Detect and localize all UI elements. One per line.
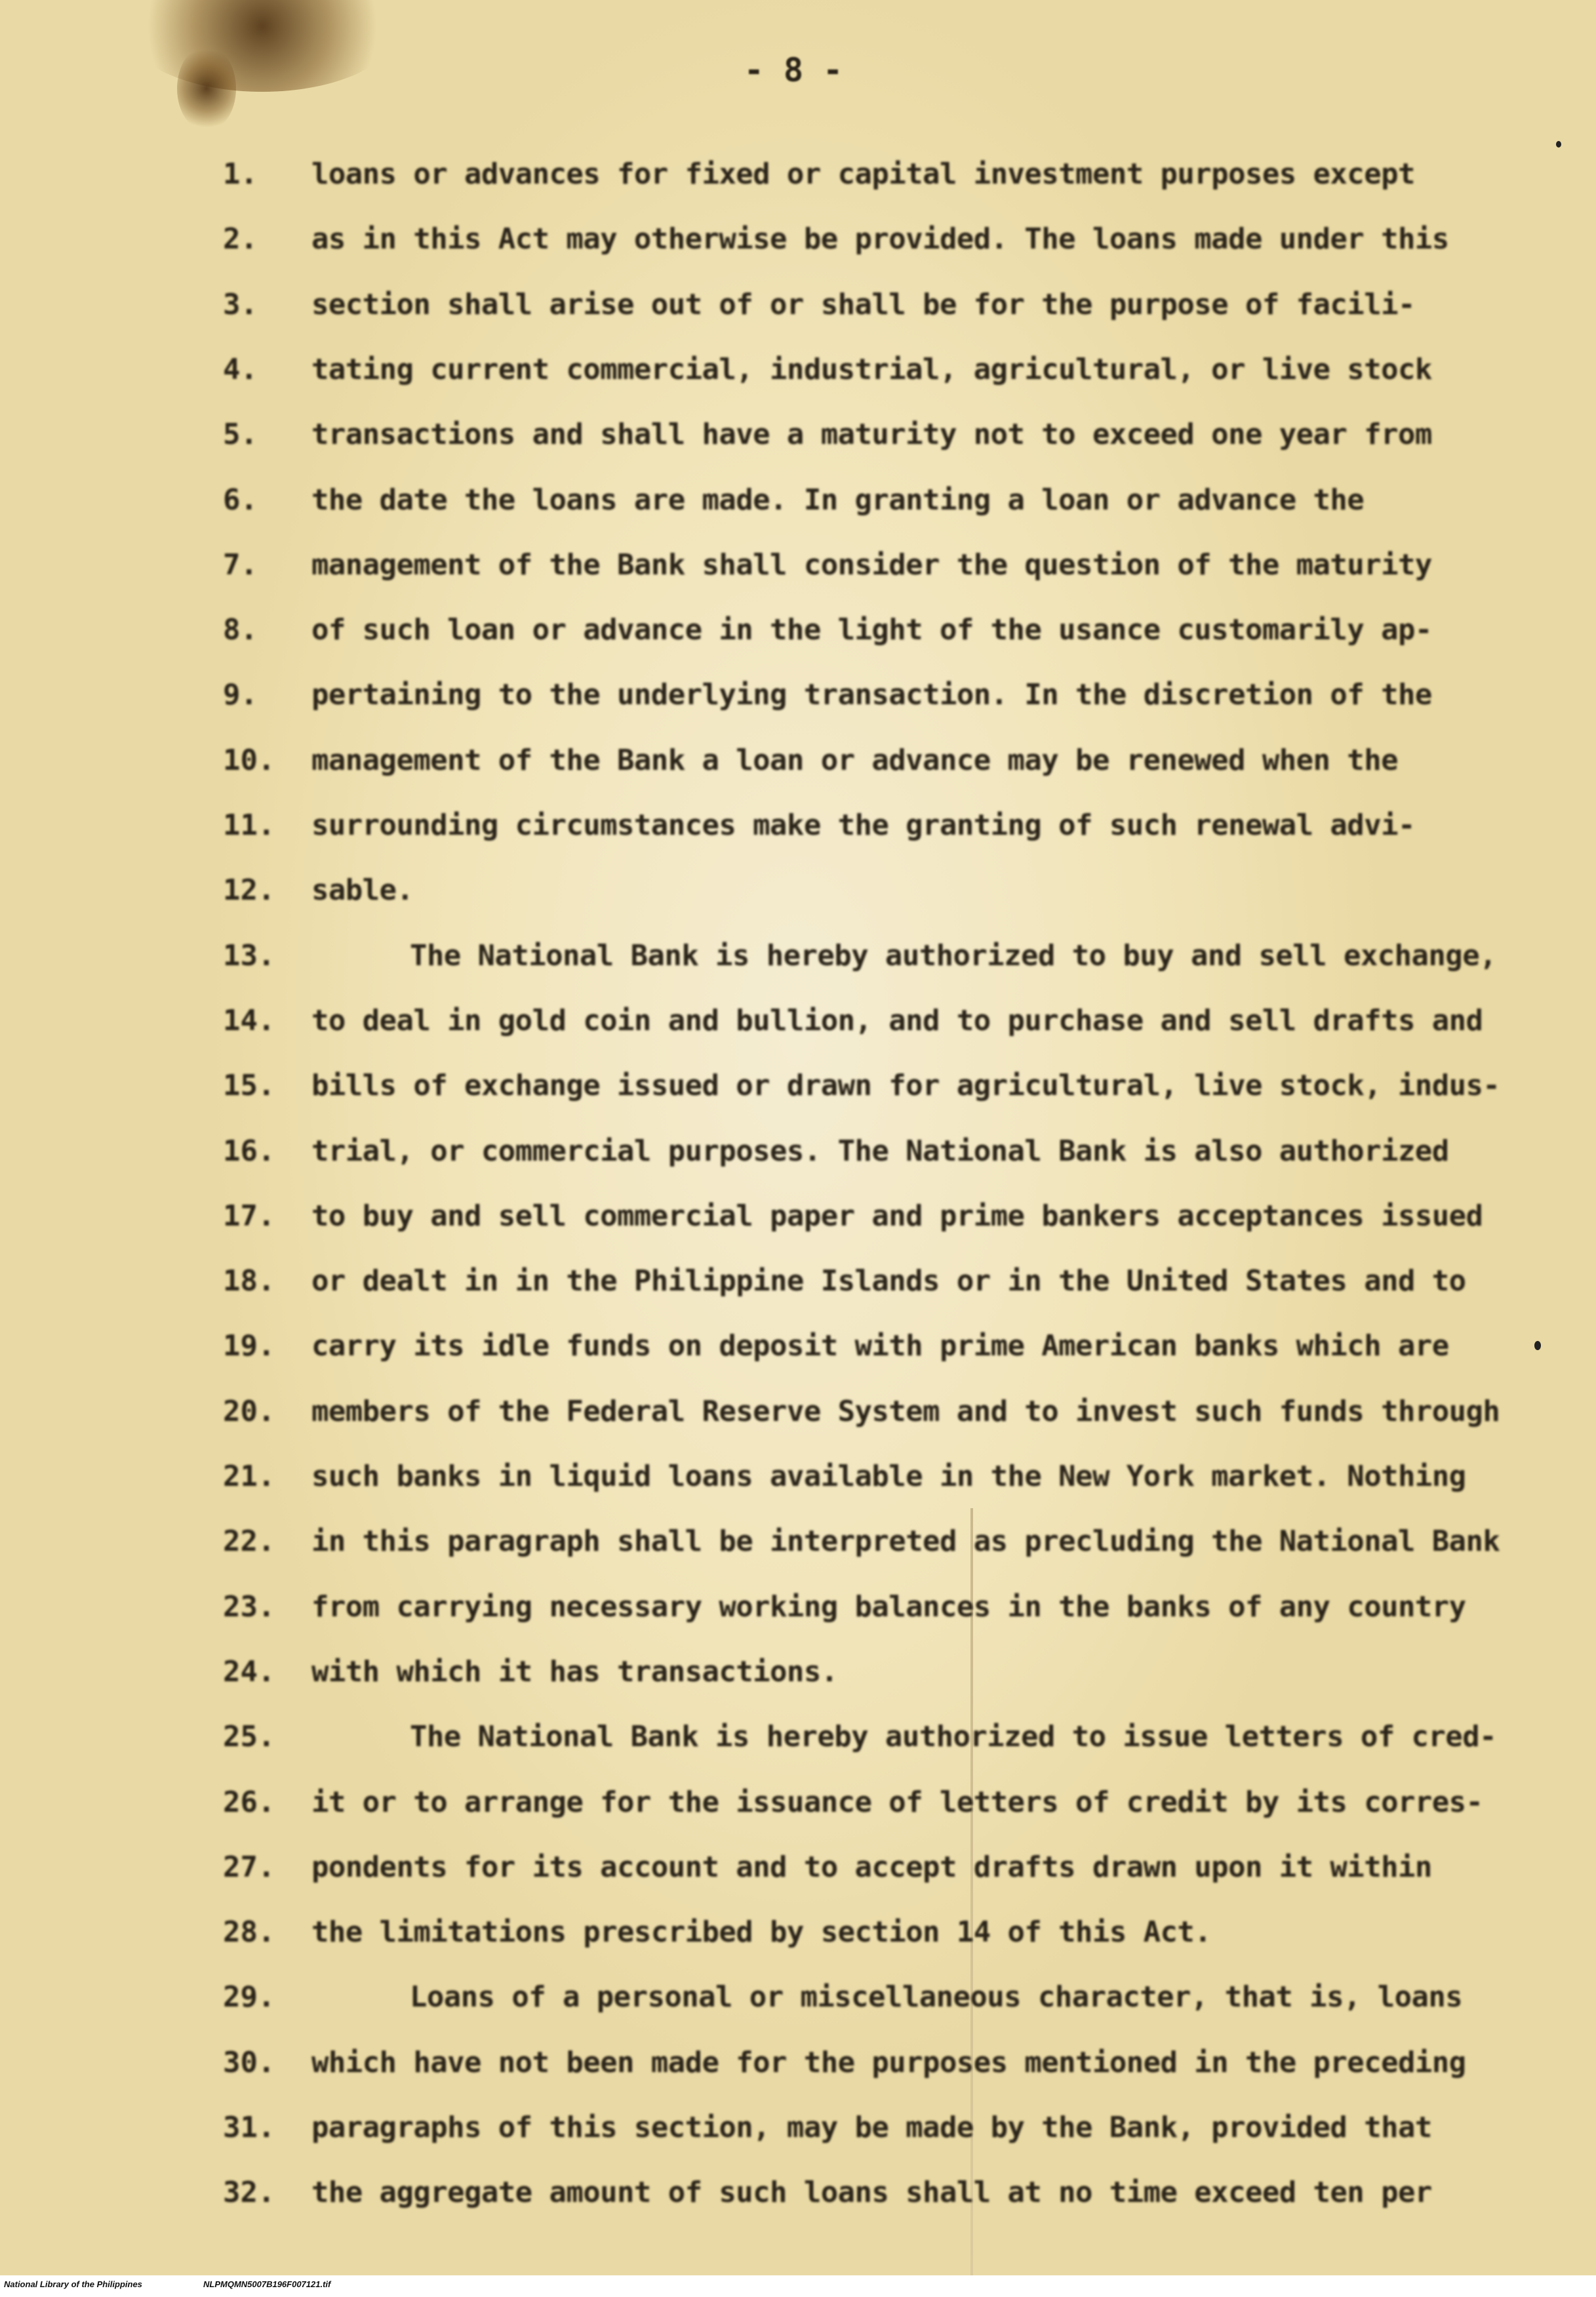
line-text: as in this Act may otherwise be provided. The loans made under this [311, 222, 1449, 256]
line-number: 24. [223, 1655, 275, 1688]
line-text: in this paragraph shall be interpreted as precluding the National Bank [311, 1525, 1500, 1558]
line-text: from carrying necessary working balances in the banks of any country [311, 1590, 1466, 1624]
line-text: pondents for its account and to accept drafts drawn upon it within [311, 1850, 1432, 1884]
line-number: 26. [223, 1786, 275, 1819]
line-number: 28. [223, 1915, 275, 1949]
footer-file-id: NLPMQMN5007B196F007121.tif [203, 2279, 331, 2289]
line-text: pertaining to the underlying transaction. In the discretion of the [311, 678, 1432, 711]
line-text: trial, or commercial purposes. The National Bank is also authorized [311, 1134, 1449, 1168]
line-text: bills of exchange issued or drawn for agricultural, live stock, indus- [311, 1069, 1500, 1102]
line-number: 21. [223, 1460, 275, 1493]
line-text: which have not been made for the purposes mentioned in the preceding [311, 2046, 1466, 2079]
line-text: carry its idle funds on deposit with prime American banks which are [311, 1329, 1449, 1363]
line-number: 3. [223, 288, 258, 321]
ink-speck [1556, 141, 1561, 148]
line-text: the limitations prescribed by section 14 of this Act. [311, 1915, 1212, 1949]
line-number: 31. [223, 2111, 275, 2144]
line-number: 6. [223, 483, 258, 517]
line-number: 25. [223, 1720, 275, 1753]
line-text: The National Bank is hereby authorized to buy and sell exchange, [410, 939, 1496, 972]
line-text: tating current commercial, industrial, agricultural, or live stock [311, 353, 1432, 386]
line-text: or dealt in in the Philippine Islands or in the United States and to [311, 1264, 1466, 1298]
line-text: paragraphs of this section, may be made by the Bank, provided that [311, 2111, 1432, 2144]
line-text: surrounding circumstances make the granting of such renewal advi- [311, 809, 1415, 842]
line-text: members of the Federal Reserve System and to invest such funds through [311, 1395, 1500, 1428]
line-number: 20. [223, 1395, 275, 1428]
line-number: 2. [223, 222, 258, 256]
line-number: 13. [223, 939, 275, 972]
line-number: 5. [223, 418, 258, 451]
line-text: Loans of a personal or miscellaneous character, that is, loans [410, 1980, 1463, 2014]
line-number: 22. [223, 1525, 275, 1558]
line-text: to deal in gold coin and bullion, and to purchase and sell drafts and [311, 1004, 1483, 1037]
stain-mark [177, 46, 236, 131]
stain-mark [125, 0, 400, 92]
line-text: management of the Bank shall consider the question of the maturity [311, 548, 1432, 582]
line-number: 1. [223, 157, 258, 191]
line-number: 9. [223, 678, 258, 711]
line-text: the aggregate amount of such loans shall at no time exceed ten per [311, 2176, 1432, 2209]
line-number: 23. [223, 1590, 275, 1624]
line-number: 32. [223, 2176, 275, 2209]
line-number: 16. [223, 1134, 275, 1168]
line-text: the date the loans are made. In granting a loan or advance the [311, 483, 1365, 517]
line-number: 4. [223, 353, 258, 386]
line-number: 14. [223, 1004, 275, 1037]
line-number: 27. [223, 1850, 275, 1884]
line-text: to buy and sell commercial paper and prime bankers acceptances issued [311, 1199, 1483, 1233]
ink-speck [1534, 1341, 1541, 1350]
line-number: 8. [223, 613, 258, 647]
line-text: transactions and shall have a maturity not to exceed one year from [311, 418, 1432, 451]
line-number: 11. [223, 809, 275, 842]
line-text: sable. [311, 873, 414, 907]
line-number: 30. [223, 2046, 275, 2079]
line-text: such banks in liquid loans available in the New York market. Nothing [311, 1460, 1466, 1493]
line-text: of such loan or advance in the light of the usance customarily ap- [311, 613, 1432, 647]
footer-bar [0, 2275, 1596, 2297]
line-number: 18. [223, 1264, 275, 1298]
line-number: 10. [223, 744, 275, 777]
line-number: 17. [223, 1199, 275, 1233]
line-number: 29. [223, 1980, 275, 2014]
line-text: it or to arrange for the issuance of letters of credit by its corres- [311, 1786, 1483, 1819]
line-text: management of the Bank a loan or advance may be renewed when the [311, 744, 1398, 777]
line-number: 15. [223, 1069, 275, 1102]
line-number: 7. [223, 548, 258, 582]
line-text: loans or advances for fixed or capital investment purposes except [311, 157, 1415, 191]
line-number: 19. [223, 1329, 275, 1363]
page-number: - 8 - [744, 51, 843, 89]
footer-library-name: National Library of the Philippines [4, 2279, 142, 2289]
line-text: The National Bank is hereby authorized to issue letters of cred- [410, 1720, 1496, 1753]
line-text: section shall arise out of or shall be for the purpose of facili- [311, 288, 1415, 321]
line-number: 12. [223, 873, 275, 907]
line-text: with which it has transactions. [311, 1655, 838, 1688]
